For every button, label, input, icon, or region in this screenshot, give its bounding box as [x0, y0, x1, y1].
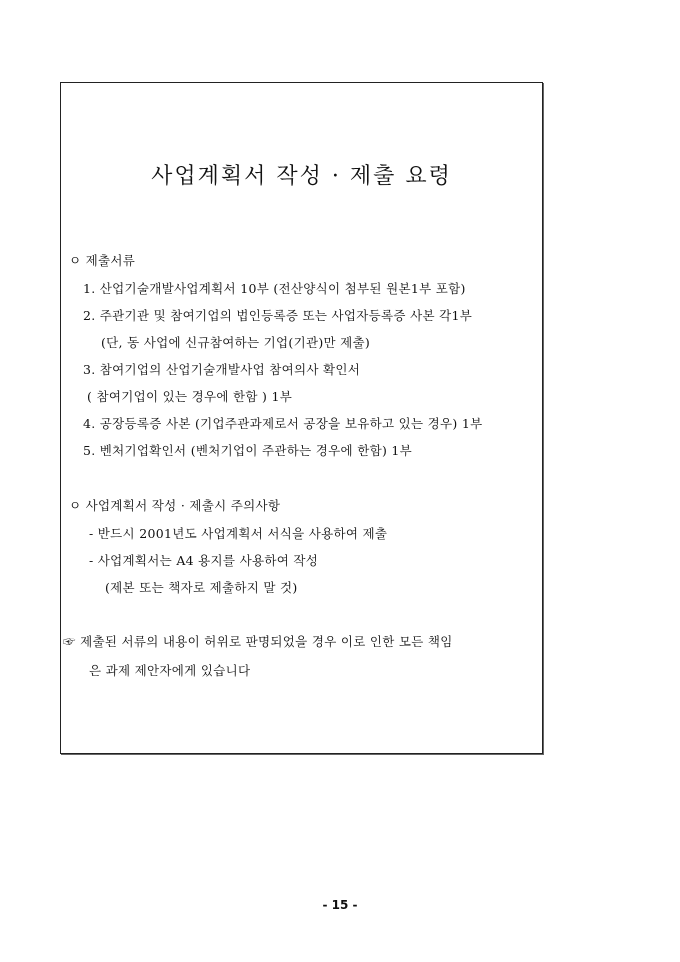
section-heading-submission-documents: ㅇ 제출서류	[69, 253, 136, 268]
notice-line-1: ☞ 제출된 서류의 내용이 허위로 판명되었을 경우 이로 인한 모든 책임	[63, 634, 453, 649]
document-title: 사업계획서 작성 · 제출 요령	[151, 164, 452, 189]
list-item: - 반드시 2001년도 사업계획서 서식을 사용하여 제출	[89, 526, 388, 541]
list-item: 5. 벤처기업확인서 (벤처기업이 주관하는 경우에 한함) 1부	[83, 443, 413, 458]
list-item: ( 참여기업이 있는 경우에 한함 ) 1부	[87, 389, 293, 404]
list-item: - 사업계획서는 A4 용지를 사용하여 작성	[89, 553, 319, 568]
page-number: - 15 -	[322, 898, 358, 912]
document-frame	[60, 82, 543, 754]
list-item: 3. 참여기업의 산업기술개발사업 참여의사 확인서	[83, 362, 361, 377]
list-item: 4. 공장등록증 사본 (기업주관과제로서 공장을 보유하고 있는 경우) 1부	[83, 416, 483, 431]
section-heading-precautions: ㅇ 사업계획서 작성 · 제출시 주의사항	[69, 498, 281, 513]
list-item: 2. 주관기관 및 참여기업의 법인등록증 또는 사업자등록증 사본 각1부	[83, 308, 473, 323]
list-item: (단, 동 사업에 신규참여하는 기업(기관)만 제출)	[101, 335, 371, 350]
list-item: 1. 산업기술개발사업계획서 10부 (전산양식이 첨부된 원본1부 포함)	[83, 281, 466, 296]
list-item: (제본 또는 책자로 제출하지 말 것)	[105, 580, 298, 595]
notice-line-2: 은 과제 제안자에게 있습니다	[89, 663, 251, 678]
